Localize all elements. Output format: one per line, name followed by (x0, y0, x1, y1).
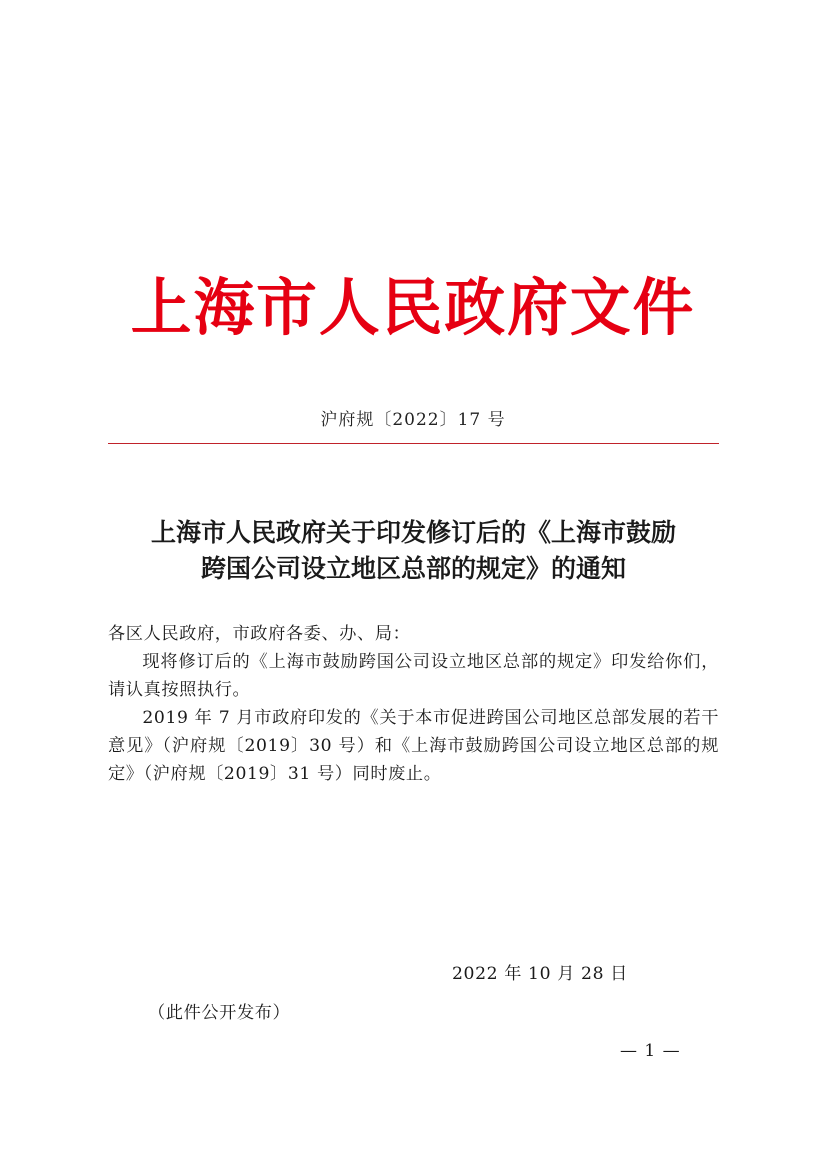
publication-note: （此件公开发布） (148, 1003, 291, 1023)
salutation: 各区人民政府，市政府各委、办、局： (108, 624, 411, 644)
page-number: — 1 — (620, 1041, 681, 1061)
notice-title-line-1: 上海市人民政府关于印发修订后的《上海市鼓励 (150, 518, 676, 547)
body-paragraph-2: 2019 年 7 月市政府印发的《关于本市促进跨国公司地区总部发展的若干意见》（沪府规〔2019〕30 号）和《上海市鼓励跨国公司设立地区总部的规定》（沪府规〔2019〕31 号）同时废止。 (108, 708, 719, 784)
red-divider-rule (108, 443, 719, 444)
notice-title (108, 515, 719, 587)
body-paragraph-1: 现将修订后的《上海市鼓励跨国公司设立地区总部的规定》印发给你们，请认真按照执行。 (108, 652, 719, 700)
notice-body (108, 620, 719, 788)
issue-date: 2022 年 10 月 28 日 (452, 964, 628, 984)
masthead-title: 上海市人民政府文件 (130, 271, 696, 344)
document-number: 沪府规〔2022〕17 号 (320, 410, 506, 430)
notice-title-line-2: 跨国公司设立地区总部的规定》的通知 (200, 554, 626, 583)
